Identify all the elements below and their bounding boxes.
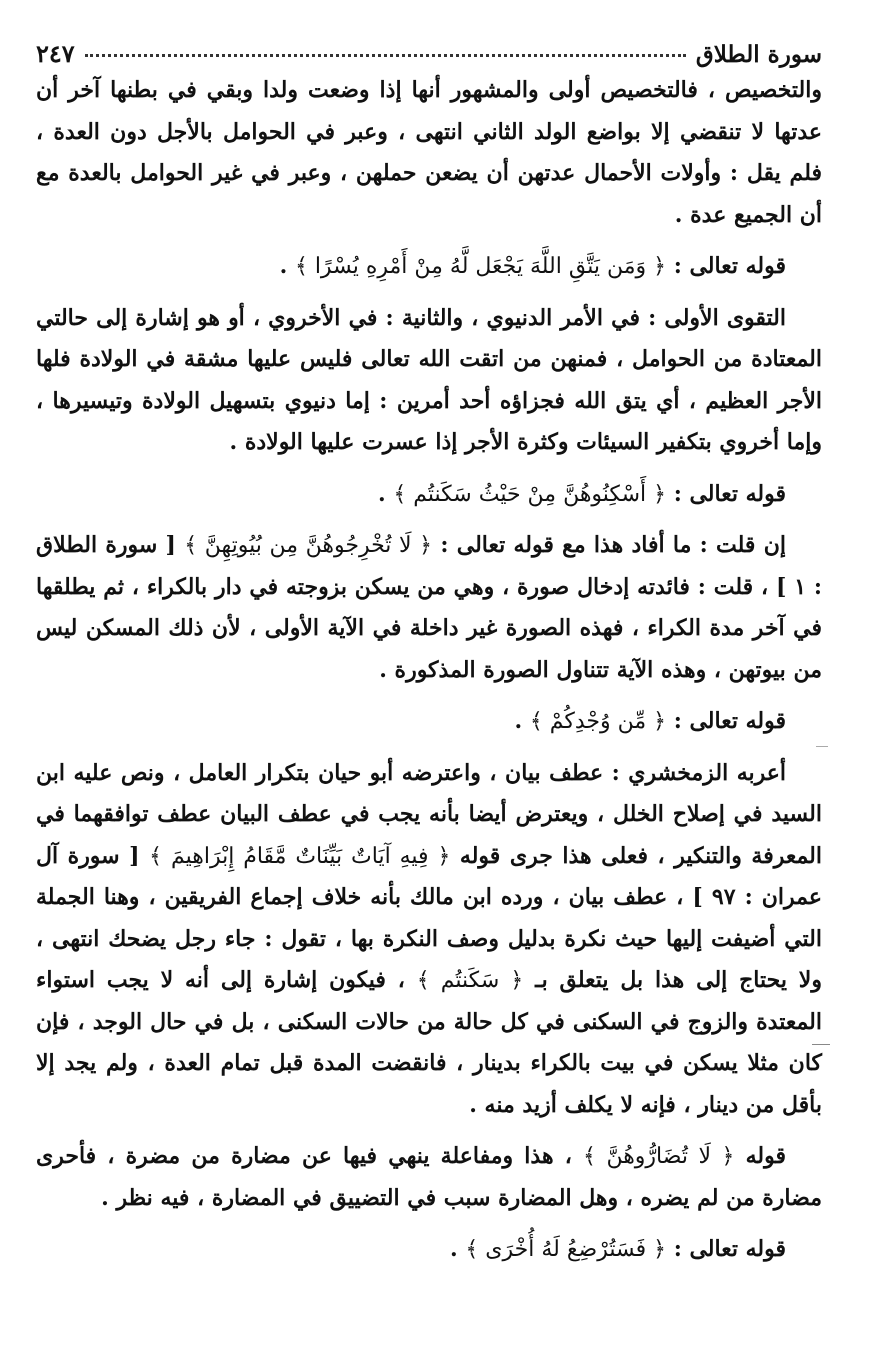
paragraph-text: إن قلت : ما أفاد هذا مع قوله تعالى :: [432, 532, 786, 558]
quran-verse: ﴿ وَمَن يَتَّقِ اللَّهَ يَجْعَل لَّهُ مِنْ أَمْرِهِ يُسْرًا ﴾: [294, 254, 667, 279]
verse-heading-3: [36, 701, 822, 743]
verse-end: .: [450, 1236, 458, 1262]
quran-verse: ﴿ مِّن وُجْدِكُمْ ﴾: [529, 709, 667, 734]
paragraph-text: ، فيكون إشارة إلى أنه لا يجب استواء المعتدة والزوج في السكنى في كل حالة من حالات السكنى ، بل في حال الوجد ، فإن كان مثلا يسكن في بيت بالكراء بدينار ، فانقضت المدة قبل تمام العدة ، ولم يجد إلا بأقل من دينار ، فإنه لا يكلف أزيد منه .: [36, 967, 822, 1118]
paragraph-text: ، هذا ومفاعلة ينهي فيها عن مضارة من مضرة ، فأحرى مضارة من لم يضره ، وهل المضارة سبب في التضييق في المضارة ، فيه نظر .: [36, 1143, 822, 1211]
verse-heading-1: [36, 246, 822, 288]
paragraph-3: [36, 525, 822, 691]
paragraph-5: [36, 1136, 822, 1219]
verse-intro: قوله تعالى :: [673, 708, 786, 734]
quran-verse: ﴿ أَسْكِنُوهُنَّ مِنْ حَيْثُ سَكَنتُم ﴾: [393, 481, 667, 507]
running-header: [36, 26, 822, 68]
verse-intro: قوله تعالى :: [673, 253, 786, 279]
quran-verse: ﴿ سَكَنتُم ﴾: [416, 968, 524, 993]
paragraph-4: [36, 753, 822, 1127]
quran-verse: ﴿ لَا تُضَارُّوهُنَّ ﴾: [583, 1144, 735, 1169]
verse-end: .: [279, 253, 288, 279]
quran-verse: ﴿ لَا تُخْرِجُوهُنَّ مِن بُيُوتِهِنَّ ﴾: [184, 533, 433, 558]
verse-intro: قوله تعالى :: [673, 480, 786, 507]
paragraph-text: قوله: [734, 1143, 786, 1169]
verse-end: .: [378, 480, 386, 507]
surah-title: سورة الطلاق: [695, 41, 822, 68]
verse-intro: قوله تعالى :: [673, 1236, 786, 1262]
paragraph-text: أعربه الزمخشري : عطف بيان ، واعترضه أبو حيان بتكرار العامل ، ونص عليه ابن السيد في إصلاح الخلل ، ويعترض أيضا بأنه يجب في عطف البيان عطف توافقهما في المعرفة والتنكير ، فعلى هذا جرى قوله: [36, 759, 823, 869]
verse-heading-2: [36, 474, 822, 516]
margin-tick: [812, 1044, 830, 1045]
margin-tick: [816, 746, 828, 747]
header-dotted-leader: [85, 54, 686, 57]
page-content: [36, 26, 822, 1271]
paragraph-text: [ سورة الطلاق : ١ ] ، قلت : فائدته إدخال صورة ، وهي من يسكن بزوجته في دار بالكراء ، ثم يطلقها في آخر مدة الكراء ، فهذه الصورة غير داخلة في الآية الأولى ، لأن ذلك المسكن ليس من بيوتهن ، وهذه الآية تتناول الصورة المذكورة .: [36, 532, 822, 683]
page-number: ٢٤٧: [36, 39, 75, 68]
page-body: [36, 70, 822, 1271]
quran-verse: ﴿ فِيهِ آيَاتٌ بَيِّنَاتٌ مَّقَامُ إِبْرَاهِيمَ ﴾: [149, 843, 451, 869]
verse-heading-4: [36, 1229, 822, 1271]
paragraph-1: والتخصيص ، فالتخصيص أولى والمشهور أنها إذا وضعت ولدا وبقي في بطنها آخر أن عدتها لا تنقضي إلا بواضع الولد الثاني انتهى ، وعبر في الحوامل بالأجل دون العدة ، فلم يقل : وأولات الأحمال عدتهن أن يضعن حملهن ، وعبر في غير الحوامل بالعدة مع أن الجميع عدة .: [36, 77, 822, 228]
paragraph-2: التقوى الأولى : في الأمر الدنيوي ، والثانية : في الأخروي ، أو هو إشارة إلى حالتي المعتادة من الحوامل ، فمنهن من اتقت الله تعالى فليس عليها مشقة في الولادة فلها الأجر العظيم ، أي يتق الله فجزاؤه أحد أمرين : إما دنيوي بتسهيل الولادة وتيسيرها ، وإما أخروي بتكفير السيئات وكثرة الأجر إذا عسرت عليها الولادة .: [36, 304, 822, 455]
quran-verse: ﴿ فَسَتُرْضِعُ لَهُ أُخْرَى ﴾: [465, 1237, 667, 1262]
verse-end: .: [514, 708, 523, 734]
paragraph-text: [ سورة آل عمران : ٩٧ ] ، عطف بيان ، ورده ابن مالك بأنه خلاف إجماع الفريقين ، وهنا الجملة التي أضيفت إليها حيث نكرة بدليل وصف النكرة بها ، تقول : جاء رجل يضحك انتهى ، ولا يحتاج إلى هذا بل يتعلق بـ: [36, 842, 822, 993]
